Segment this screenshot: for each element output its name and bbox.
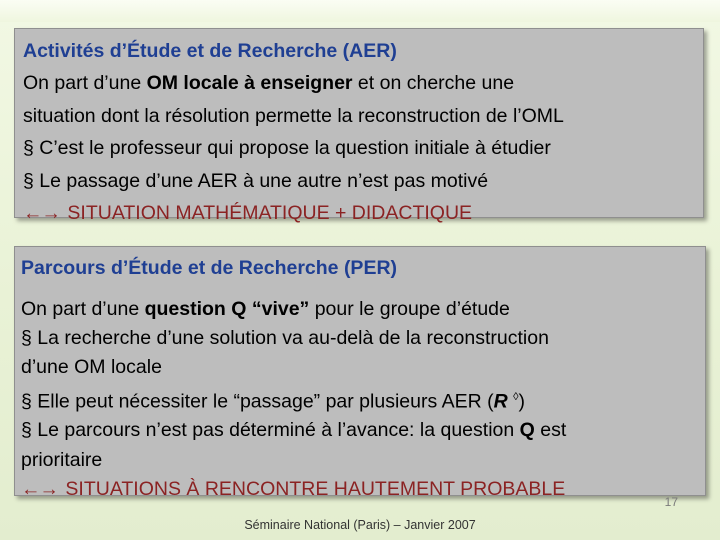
aer-line-1-pre: On part d’une [23,72,147,94]
per-bullet-1b: d’une OM locale [21,356,162,379]
aer-conclusion-text: SITUATION MATHÉMATIQUE + DIDACTIQUE [67,202,473,224]
per-bullet-2-pre: § Elle peut nécessiter le “passage” par plusieurs AER ( [21,390,494,413]
per-line-1 [21,295,697,324]
double-arrow-icon: ←→ [21,477,58,500]
aer-bullet-1: § C’est le professeur qui propose la question initiale à étudier [23,137,551,159]
per-bullet-2-post: ) [518,390,526,413]
per-bullet-3a-q: Q [519,419,535,442]
aer-bullet-2: § Le passage d’une AER à une autre n’est pas motivé [23,169,489,192]
per-conclusion [21,475,697,504]
slide-top-strip [0,0,720,22]
per-bullet-3b: prioritaire [21,448,103,471]
aer-line-1-post: et on cherche une [352,72,515,94]
per-bullet-3a-post: est [534,419,567,442]
per-bullet-3a [21,416,697,445]
slide-footer: Séminaire National (Paris) – Janvier 2007 [244,518,476,532]
aer-box [14,28,704,224]
per-box [14,246,706,500]
per-bullet-2-sup: ◊ [513,390,519,403]
per-line-1-post: pour le groupe d’étude [309,298,510,320]
aer-line-2: situation dont la résolution permette la reconstruction de l’OML [23,104,564,127]
aer-title: Activités d’Étude et de Recherche (AER) [23,40,397,62]
per-bullet-2 [21,383,697,417]
aer-line-1 [23,67,695,100]
per-line-1-bold: question Q “vive” [144,298,310,320]
per-line-1-pre: On part d’une [21,298,145,320]
per-bullet-2-r: R [493,390,508,413]
per-title: Parcours d’Étude et de Recherche (PER) [21,257,398,279]
aer-conclusion [23,197,695,230]
aer-line-1-bold: OM locale à enseigner [146,72,353,94]
per-bullet-1a: § La recherche d’une solution va au-delà de la reconstruction [21,327,549,350]
per-conclusion-text: SITUATIONS À RENCONTRE HAUTEMENT PROBABLE [65,477,566,500]
page-number: 17 [664,495,678,509]
double-arrow-icon: ←→ [23,202,60,224]
per-bullet-3a-pre: § Le parcours n’est pas déterminé à l’avance: la question [21,419,520,442]
